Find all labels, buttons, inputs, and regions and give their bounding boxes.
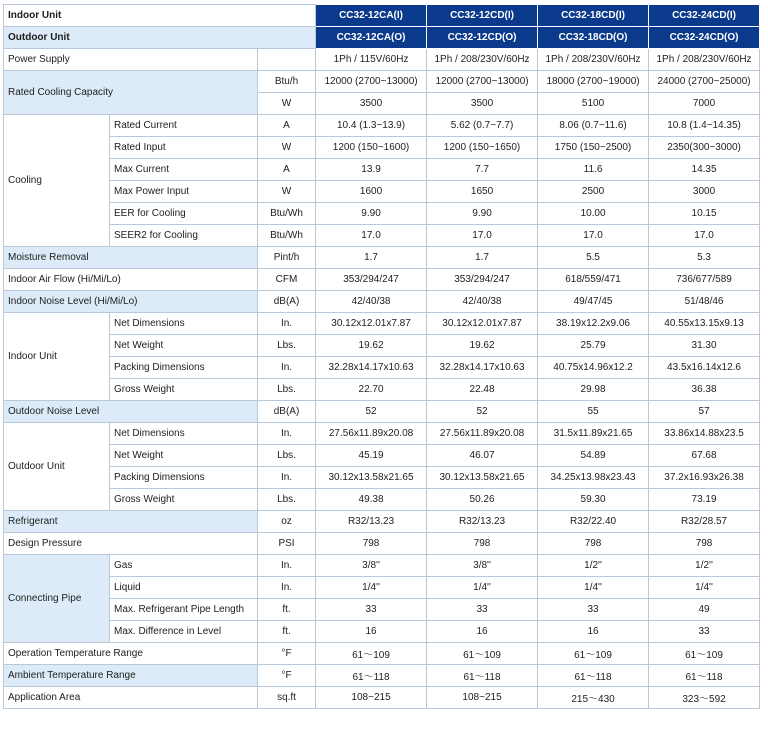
spec-value: 3500 bbox=[427, 93, 538, 115]
row-unit: dB(A) bbox=[258, 291, 316, 313]
spec-value: 49/47/45 bbox=[538, 291, 649, 313]
spec-value: 30.12x12.01x7.87 bbox=[427, 313, 538, 335]
spec-table-body bbox=[4, 5, 760, 709]
spec-row bbox=[4, 643, 760, 665]
outdoor-model-row bbox=[4, 27, 760, 49]
spec-row bbox=[4, 621, 760, 643]
spec-row bbox=[4, 357, 760, 379]
row-label: Application Area bbox=[4, 687, 258, 709]
spec-value: 9.90 bbox=[316, 203, 427, 225]
spec-value: 1/2'' bbox=[538, 555, 649, 577]
spec-value: 323～592 bbox=[649, 687, 760, 709]
row-sublabel: Gross Weight bbox=[110, 489, 258, 511]
spec-value: 42/40/38 bbox=[427, 291, 538, 313]
spec-value: 61～118 bbox=[427, 665, 538, 687]
row-unit: W bbox=[258, 181, 316, 203]
spec-value: 3/8'' bbox=[316, 555, 427, 577]
spec-value: 5100 bbox=[538, 93, 649, 115]
spec-value: 33 bbox=[538, 599, 649, 621]
spec-value: 61～118 bbox=[316, 665, 427, 687]
spec-value: 10.4 (1.3~13.9) bbox=[316, 115, 427, 137]
spec-value: 1.7 bbox=[316, 247, 427, 269]
row-label: Refrigerant bbox=[4, 511, 258, 533]
spec-value: 3/8'' bbox=[427, 555, 538, 577]
row-unit: ft. bbox=[258, 621, 316, 643]
spec-value: 22.48 bbox=[427, 379, 538, 401]
spec-value: 798 bbox=[649, 533, 760, 555]
spec-value: 17.0 bbox=[316, 225, 427, 247]
spec-value: 43.5x16.14x12.6 bbox=[649, 357, 760, 379]
spec-row bbox=[4, 159, 760, 181]
spec-value: 32.28x14.17x10.63 bbox=[316, 357, 427, 379]
spec-value: 42/40/38 bbox=[316, 291, 427, 313]
spec-row bbox=[4, 49, 760, 71]
spec-value: 61～118 bbox=[649, 665, 760, 687]
spec-value: 19.62 bbox=[316, 335, 427, 357]
row-unit: Btu/Wh bbox=[258, 225, 316, 247]
spec-row bbox=[4, 511, 760, 533]
spec-value: R32/28.57 bbox=[649, 511, 760, 533]
row-sublabel: Net Dimensions bbox=[110, 313, 258, 335]
outdoor-model: CC32-18CD(O) bbox=[538, 27, 649, 49]
indoor-model: CC32-18CD(I) bbox=[538, 5, 649, 27]
row-sublabel: Liquid bbox=[110, 577, 258, 599]
spec-value: 33 bbox=[649, 621, 760, 643]
spec-row bbox=[4, 577, 760, 599]
spec-value: 353/294/247 bbox=[427, 269, 538, 291]
spec-value: 2350(300~3000) bbox=[649, 137, 760, 159]
row-unit: Btu/Wh bbox=[258, 203, 316, 225]
spec-value: 13.9 bbox=[316, 159, 427, 181]
row-label: Outdoor Unit bbox=[4, 423, 110, 511]
spec-value: 73.19 bbox=[649, 489, 760, 511]
spec-value: 32.28x14.17x10.63 bbox=[427, 357, 538, 379]
indoor-model: CC32-12CA(I) bbox=[316, 5, 427, 27]
row-unit: Btu/h bbox=[258, 71, 316, 93]
spec-value: 2500 bbox=[538, 181, 649, 203]
spec-value: 33.86x14.88x23.5 bbox=[649, 423, 760, 445]
spec-value: 1200 (150~1600) bbox=[316, 137, 427, 159]
row-label: Cooling bbox=[4, 115, 110, 247]
row-sublabel: Net Weight bbox=[110, 335, 258, 357]
spec-value: 1Ph / 208/230V/60Hz bbox=[649, 49, 760, 71]
spec-value: 1/4'' bbox=[649, 577, 760, 599]
spec-value: 52 bbox=[316, 401, 427, 423]
row-unit: oz bbox=[258, 511, 316, 533]
row-unit: In. bbox=[258, 467, 316, 489]
row-sublabel: Packing Dimensions bbox=[110, 467, 258, 489]
row-unit: ft. bbox=[258, 599, 316, 621]
spec-value: 33 bbox=[427, 599, 538, 621]
spec-row bbox=[4, 203, 760, 225]
row-label: Indoor Noise Level (Hi/Mi/Lo) bbox=[4, 291, 258, 313]
row-unit: sq.ft bbox=[258, 687, 316, 709]
spec-value: 30.12x13.58x21.65 bbox=[316, 467, 427, 489]
outdoor-model: CC32-12CD(O) bbox=[427, 27, 538, 49]
row-sublabel: Max. Difference in Level bbox=[110, 621, 258, 643]
row-label: Ambient Temperature Range bbox=[4, 665, 258, 687]
row-unit: In. bbox=[258, 555, 316, 577]
spec-value: 108~215 bbox=[427, 687, 538, 709]
spec-value: 57 bbox=[649, 401, 760, 423]
indoor-model-row bbox=[4, 5, 760, 27]
row-unit: Lbs. bbox=[258, 489, 316, 511]
spec-value: 55 bbox=[538, 401, 649, 423]
row-unit: Lbs. bbox=[258, 445, 316, 467]
spec-value: 1.7 bbox=[427, 247, 538, 269]
spec-value: R32/13.23 bbox=[427, 511, 538, 533]
row-unit: W bbox=[258, 93, 316, 115]
spec-value: 1650 bbox=[427, 181, 538, 203]
spec-value: 17.0 bbox=[649, 225, 760, 247]
spec-row bbox=[4, 445, 760, 467]
row-sublabel: Max. Refrigerant Pipe Length bbox=[110, 599, 258, 621]
spec-value: 1/4'' bbox=[316, 577, 427, 599]
spec-value: 8.06 (0.7~11.6) bbox=[538, 115, 649, 137]
spec-value: 49.38 bbox=[316, 489, 427, 511]
row-sublabel: Max Power Input bbox=[110, 181, 258, 203]
spec-value: 10.15 bbox=[649, 203, 760, 225]
row-sublabel: Gas bbox=[110, 555, 258, 577]
row-unit: In. bbox=[258, 423, 316, 445]
spec-value: 353/294/247 bbox=[316, 269, 427, 291]
spec-value: 30.12x13.58x21.65 bbox=[427, 467, 538, 489]
row-label: Connecting Pipe bbox=[4, 555, 110, 643]
spec-value: 19.62 bbox=[427, 335, 538, 357]
spec-value: 14.35 bbox=[649, 159, 760, 181]
indoor-model: CC32-24CD(I) bbox=[649, 5, 760, 27]
spec-value: 1/4'' bbox=[538, 577, 649, 599]
row-label: Indoor Unit bbox=[4, 313, 110, 401]
spec-row bbox=[4, 225, 760, 247]
spec-value: 61～118 bbox=[538, 665, 649, 687]
spec-value: 5.62 (0.7~7.7) bbox=[427, 115, 538, 137]
spec-value: 31.30 bbox=[649, 335, 760, 357]
row-unit bbox=[258, 49, 316, 71]
row-label: Outdoor Noise Level bbox=[4, 401, 258, 423]
spec-value: 46.07 bbox=[427, 445, 538, 467]
row-sublabel: SEER2 for Cooling bbox=[110, 225, 258, 247]
spec-value: 30.12x12.01x7.87 bbox=[316, 313, 427, 335]
spec-value: 736/677/589 bbox=[649, 269, 760, 291]
spec-value: 12000 (2700~13000) bbox=[316, 71, 427, 93]
spec-value: 61～109 bbox=[427, 643, 538, 665]
row-unit: °F bbox=[258, 643, 316, 665]
spec-value: 40.55x13.15x9.13 bbox=[649, 313, 760, 335]
spec-value: 108~215 bbox=[316, 687, 427, 709]
spec-value: 16 bbox=[538, 621, 649, 643]
spec-row bbox=[4, 489, 760, 511]
spec-value: 31.5x11.89x21.65 bbox=[538, 423, 649, 445]
spec-row bbox=[4, 71, 760, 93]
row-sublabel: Max Current bbox=[110, 159, 258, 181]
spec-value: 7.7 bbox=[427, 159, 538, 181]
row-sublabel: Net Dimensions bbox=[110, 423, 258, 445]
row-unit: A bbox=[258, 159, 316, 181]
spec-row bbox=[4, 401, 760, 423]
row-label: Indoor Air Flow (Hi/Mi/Lo) bbox=[4, 269, 258, 291]
spec-value: 61～109 bbox=[538, 643, 649, 665]
spec-value: 7000 bbox=[649, 93, 760, 115]
spec-value: 215～430 bbox=[538, 687, 649, 709]
spec-value: 9.90 bbox=[427, 203, 538, 225]
spec-value: 12000 (2700~13000) bbox=[427, 71, 538, 93]
spec-value: 45.19 bbox=[316, 445, 427, 467]
spec-value: 798 bbox=[538, 533, 649, 555]
spec-value: 10.8 (1.4~14.35) bbox=[649, 115, 760, 137]
spec-value: 5.3 bbox=[649, 247, 760, 269]
spec-row bbox=[4, 247, 760, 269]
spec-value: 1Ph / 115V/60Hz bbox=[316, 49, 427, 71]
row-unit: In. bbox=[258, 577, 316, 599]
spec-value: 22.70 bbox=[316, 379, 427, 401]
outdoor-model: CC32-24CD(O) bbox=[649, 27, 760, 49]
row-label: Power Supply bbox=[4, 49, 258, 71]
spec-value: 18000 (2700~19000) bbox=[538, 71, 649, 93]
row-unit: Lbs. bbox=[258, 335, 316, 357]
spec-value: R32/13.23 bbox=[316, 511, 427, 533]
row-sublabel: Rated Input bbox=[110, 137, 258, 159]
row-label: Rated Cooling Capacity bbox=[4, 71, 258, 115]
spec-value: 1600 bbox=[316, 181, 427, 203]
row-sublabel: EER for Cooling bbox=[110, 203, 258, 225]
row-unit: W bbox=[258, 137, 316, 159]
spec-row bbox=[4, 379, 760, 401]
indoor-unit-header: Indoor Unit bbox=[4, 5, 316, 27]
outdoor-model: CC32-12CA(O) bbox=[316, 27, 427, 49]
row-unit: In. bbox=[258, 357, 316, 379]
indoor-model: CC32-12CD(I) bbox=[427, 5, 538, 27]
spec-row bbox=[4, 599, 760, 621]
spec-value: 10.00 bbox=[538, 203, 649, 225]
spec-row bbox=[4, 467, 760, 489]
spec-value: 1Ph / 208/230V/60Hz bbox=[427, 49, 538, 71]
spec-value: 3000 bbox=[649, 181, 760, 203]
spec-value: 50.26 bbox=[427, 489, 538, 511]
row-unit: In. bbox=[258, 313, 316, 335]
spec-value: 17.0 bbox=[427, 225, 538, 247]
spec-value: 1Ph / 208/230V/60Hz bbox=[538, 49, 649, 71]
spec-value: 38.19x12.2x9.06 bbox=[538, 313, 649, 335]
spec-value: 3500 bbox=[316, 93, 427, 115]
spec-row bbox=[4, 181, 760, 203]
spec-value: 1/2'' bbox=[649, 555, 760, 577]
spec-value: 61～109 bbox=[316, 643, 427, 665]
spec-value: 51/48/46 bbox=[649, 291, 760, 313]
spec-value: 37.2x16.93x26.38 bbox=[649, 467, 760, 489]
spec-value: 25.79 bbox=[538, 335, 649, 357]
row-unit: PSI bbox=[258, 533, 316, 555]
spec-value: 1200 (150~1650) bbox=[427, 137, 538, 159]
spec-value: 5.5 bbox=[538, 247, 649, 269]
row-unit: A bbox=[258, 115, 316, 137]
spec-value: 1750 (150~2500) bbox=[538, 137, 649, 159]
row-unit: CFM bbox=[258, 269, 316, 291]
spec-value: 49 bbox=[649, 599, 760, 621]
spec-value: 24000 (2700~25000) bbox=[649, 71, 760, 93]
row-sublabel: Rated Current bbox=[110, 115, 258, 137]
spec-value: 27.56x11.89x20.08 bbox=[427, 423, 538, 445]
spec-table bbox=[3, 4, 760, 709]
spec-value: 29.98 bbox=[538, 379, 649, 401]
spec-value: 798 bbox=[316, 533, 427, 555]
spec-row bbox=[4, 665, 760, 687]
spec-row bbox=[4, 687, 760, 709]
spec-value: 61～109 bbox=[649, 643, 760, 665]
spec-value: 17.0 bbox=[538, 225, 649, 247]
row-unit: dB(A) bbox=[258, 401, 316, 423]
row-label: Operation Temperature Range bbox=[4, 643, 258, 665]
row-unit: °F bbox=[258, 665, 316, 687]
spec-value: 27.56x11.89x20.08 bbox=[316, 423, 427, 445]
spec-row bbox=[4, 137, 760, 159]
spec-row bbox=[4, 555, 760, 577]
spec-value: 52 bbox=[427, 401, 538, 423]
spec-row bbox=[4, 533, 760, 555]
spec-row bbox=[4, 313, 760, 335]
spec-row bbox=[4, 423, 760, 445]
spec-row bbox=[4, 335, 760, 357]
spec-row bbox=[4, 291, 760, 313]
spec-value: 33 bbox=[316, 599, 427, 621]
spec-value: 618/559/471 bbox=[538, 269, 649, 291]
row-label: Design Pressure bbox=[4, 533, 258, 555]
spec-row bbox=[4, 115, 760, 137]
row-unit: Pint/h bbox=[258, 247, 316, 269]
spec-value: R32/22.40 bbox=[538, 511, 649, 533]
row-sublabel: Gross Weight bbox=[110, 379, 258, 401]
spec-value: 11.6 bbox=[538, 159, 649, 181]
spec-value: 36.38 bbox=[649, 379, 760, 401]
spec-value: 34.25x13.98x23.43 bbox=[538, 467, 649, 489]
outdoor-unit-header: Outdoor Unit bbox=[4, 27, 316, 49]
row-label: Moisture Removal bbox=[4, 247, 258, 269]
spec-row bbox=[4, 269, 760, 291]
spec-value: 16 bbox=[427, 621, 538, 643]
spec-value: 54.89 bbox=[538, 445, 649, 467]
spec-value: 40.75x14.96x12.2 bbox=[538, 357, 649, 379]
row-sublabel: Net Weight bbox=[110, 445, 258, 467]
spec-value: 1/4'' bbox=[427, 577, 538, 599]
row-sublabel: Packing Dimensions bbox=[110, 357, 258, 379]
spec-value: 59.30 bbox=[538, 489, 649, 511]
spec-value: 67.68 bbox=[649, 445, 760, 467]
spec-value: 798 bbox=[427, 533, 538, 555]
spec-value: 16 bbox=[316, 621, 427, 643]
row-unit: Lbs. bbox=[258, 379, 316, 401]
